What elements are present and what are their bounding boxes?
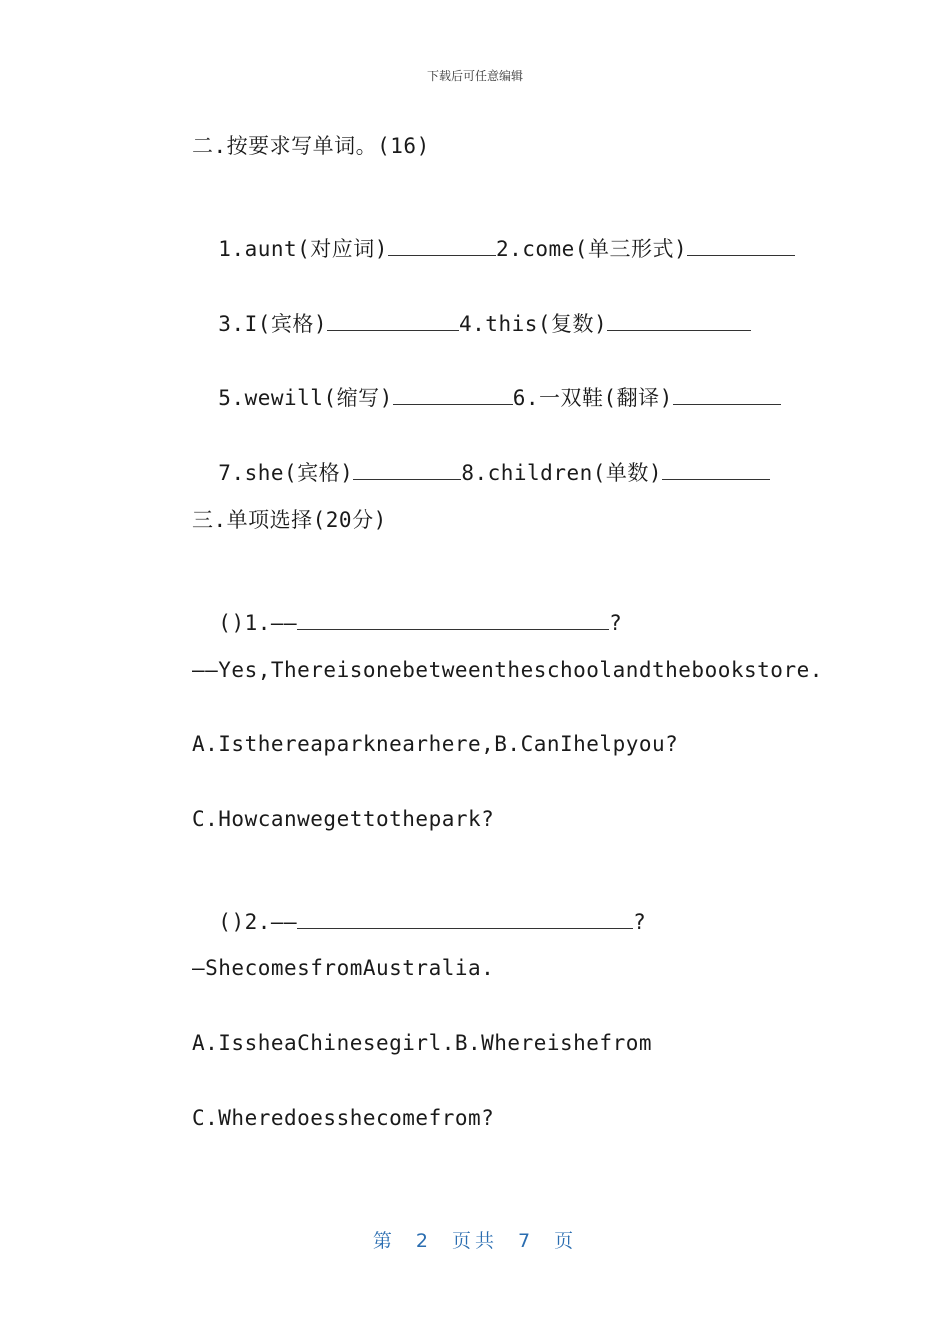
question-2-options-ab: A.IssheaChinesegirl.B.Whereishefrom [192, 1031, 653, 1055]
item-3: 3.I(宾格) [218, 312, 328, 336]
answer-blank-4[interactable] [607, 310, 751, 331]
item-7: 7.she(宾格) [218, 461, 354, 485]
item-1: 1.aunt(对应词) [218, 237, 388, 261]
row-3-4 [192, 282, 751, 338]
item-6: 6.一双鞋(翻译) [512, 386, 673, 410]
answer-blank-1[interactable] [388, 235, 496, 256]
question-1-options-ab: A.Isthereaparknearhere,B.CanIhelpyou? [192, 732, 679, 756]
question-2-qmark: ? [633, 910, 647, 934]
row-1-2 [192, 207, 795, 263]
question-2-option-c: C.Wheredoesshecomefrom? [192, 1106, 495, 1130]
section-2-title: 二.按要求写单词。(16) [192, 134, 430, 158]
answer-blank-6[interactable] [673, 384, 781, 405]
answer-blank-5[interactable] [393, 384, 513, 405]
question-2-answer: —ShecomesfromAustralia. [192, 956, 495, 980]
page-footer: 第 2 页共 7 页 [372, 1230, 578, 1252]
question-1-stem [192, 581, 622, 637]
item-4: 4.this(复数) [459, 312, 608, 336]
question-1-blank[interactable] [297, 609, 609, 630]
item-5: 5.wewill(缩写) [218, 386, 393, 410]
question-1-answer: ——Yes,Thereisonebetweentheschoolandthebookstore. [192, 658, 823, 682]
item-2: 2.come(单三形式) [495, 237, 688, 261]
question-2-blank[interactable] [297, 908, 633, 929]
section-3-title: 三.单项选择(20分) [192, 508, 387, 532]
page-header: 下载后可任意编辑 [426, 69, 523, 83]
row-7-8 [192, 431, 770, 487]
answer-blank-2[interactable] [687, 235, 795, 256]
question-1-number: ()1.—— [218, 611, 298, 635]
answer-blank-7[interactable] [353, 459, 461, 480]
question-1-option-c: C.Howcanwegettothepark? [192, 807, 495, 831]
question-2-stem [192, 880, 646, 936]
answer-blank-3[interactable] [327, 310, 459, 331]
question-1-qmark: ? [609, 611, 623, 635]
answer-blank-8[interactable] [662, 459, 770, 480]
row-5-6 [192, 356, 781, 412]
item-8: 8.children(单数) [461, 461, 663, 485]
question-2-number: ()2.—— [218, 910, 298, 934]
